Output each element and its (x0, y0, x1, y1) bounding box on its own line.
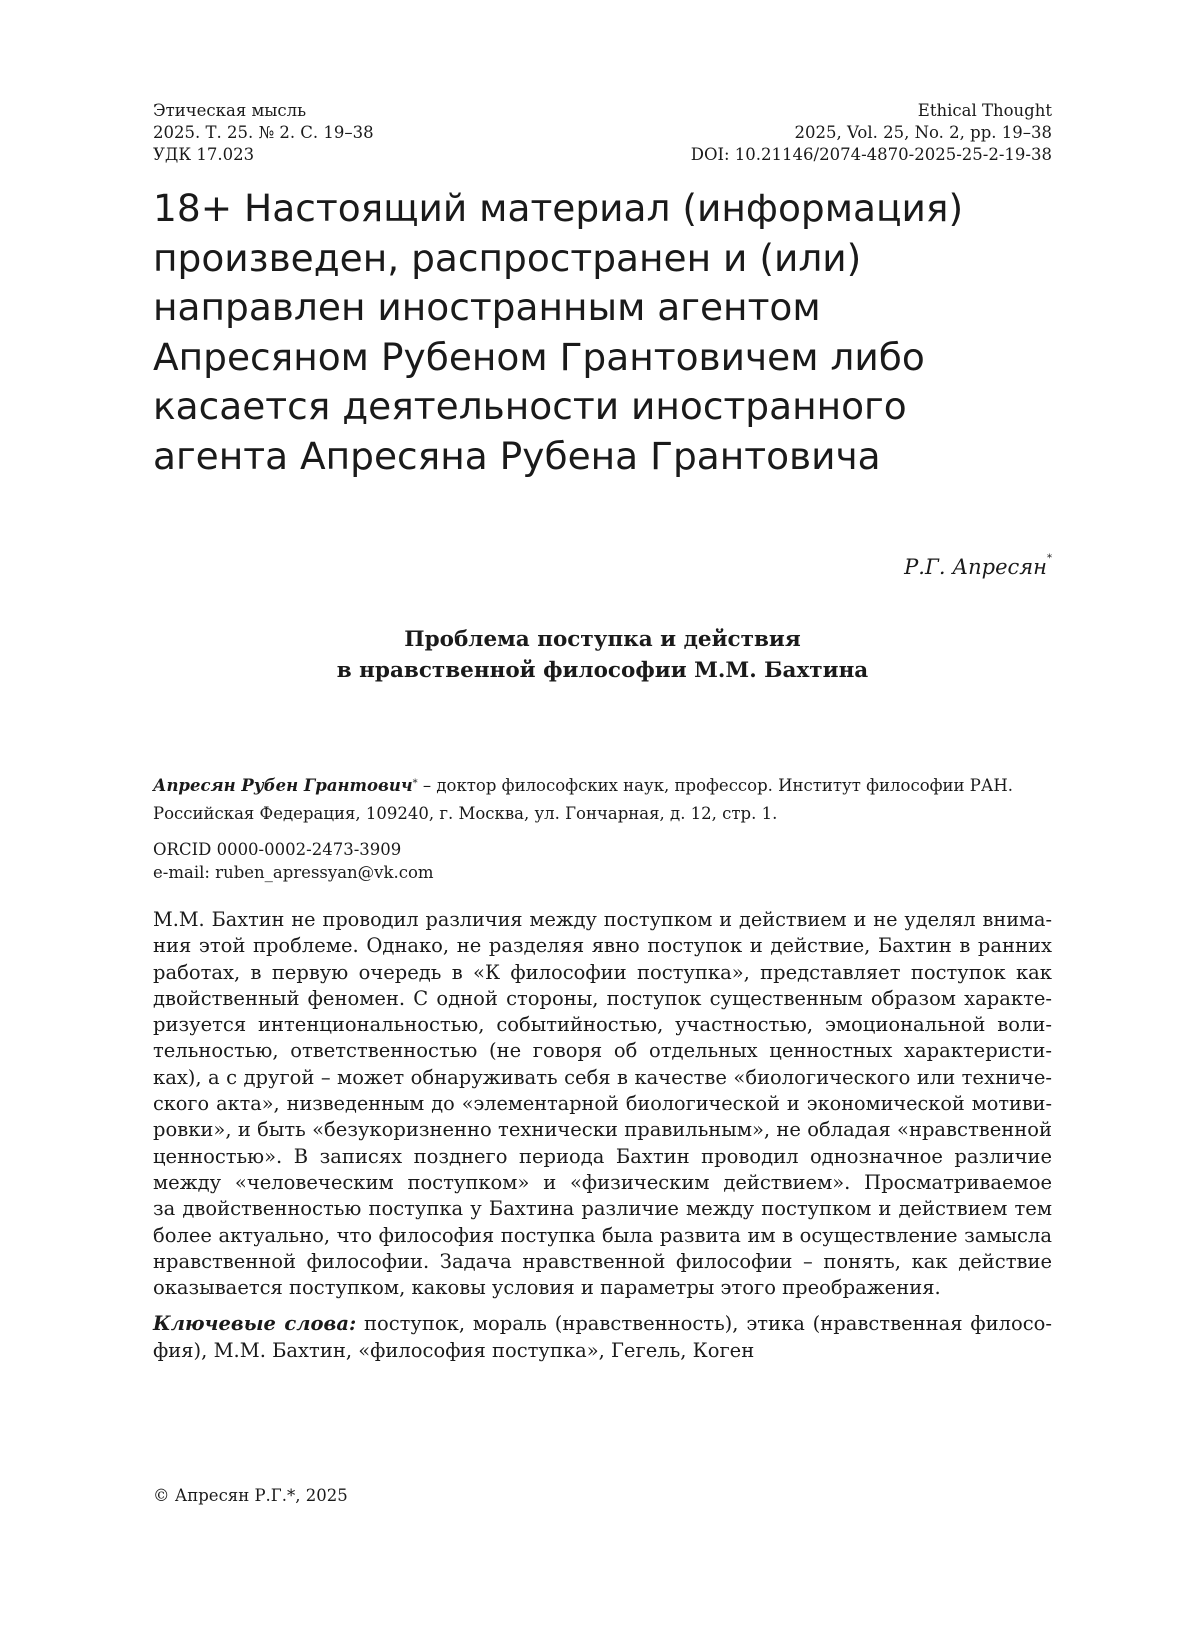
journal-name-ru: Этическая мысль (153, 101, 307, 120)
affiliation-line (153, 772, 1052, 800)
keywords-line (153, 1311, 1052, 1337)
abstract-line: ризуется интенциональностью, событийностью, участностью, эмоциональной воли- (153, 1013, 1052, 1037)
notice-line: 18+ Настоящий материал (информация) (153, 186, 964, 230)
abstract-line: тельностью, ответственностью (не говоря об отдельных ценностных характеристи- (153, 1039, 1052, 1063)
abstract-line: оказывается поступком, каковы условия и параметры этого преображения. (153, 1276, 941, 1300)
keywords-text: поступок, мораль (нравственность), этика (нравственная филосо- (356, 1312, 1052, 1336)
author-byline (153, 555, 1052, 579)
foreign-agent-notice (153, 184, 1052, 481)
abstract-line: между «человеческим поступком» и «физическим действием». Просматриваемое (153, 1170, 1052, 1194)
article-first-page (153, 100, 1052, 1364)
keywords-label: Ключевые слова: (153, 1312, 357, 1336)
title-line: в нравственной философии М.М. Бахтина (336, 658, 869, 683)
notice-line: произведен, распространен и (или) (153, 235, 862, 280)
header-left (153, 100, 374, 166)
issue-info-en: 2025, Vol. 25, No. 2, pp. 19–38 (794, 123, 1052, 142)
author-affiliation (153, 772, 1052, 828)
email: e-mail: ruben_apressyan@vk.com (153, 863, 434, 882)
copyright: © Апресян Р.Г.*, 2025 (153, 1486, 348, 1505)
keywords (153, 1311, 1052, 1364)
affiliation-text: – доктор философских наук, профессор. Институт философии РАН. (417, 776, 1014, 795)
udk-code: УДК 17.023 (153, 145, 255, 164)
author-short-name: Р.Г. Апресян (904, 555, 1047, 579)
abstract-line: двойственный феномен. С одной стороны, поступок существенным образом характе- (153, 986, 1052, 1010)
affiliation-footnote-mark: * (412, 778, 418, 789)
keywords-line: фия), М.М. Бахтин, «философия поступка», Гегель, Коген (153, 1338, 755, 1362)
article-title (153, 624, 1052, 686)
abstract-line: М.М. Бахтин не проводил различия между поступком и действием и не уделял внима- (153, 908, 1052, 931)
notice-line: касается деятельности иностранного (153, 384, 907, 428)
notice-line: агента Апресяна Рубена Грантовича (153, 433, 881, 478)
doi: DOI: 10.21146/2074-4870-2025-25-2-19-38 (690, 145, 1052, 164)
abstract-line: более актуально, что философия поступка была развита им в осуществление замысла (153, 1223, 1052, 1247)
orcid: ORCID 0000-0002-2473-3909 (153, 840, 402, 859)
author-full-name: Апресян Рубен Грантович (153, 776, 413, 795)
abstract-line: ках), а с другой – может обнаруживать себя в качестве «биологического или техниче- (153, 1065, 1052, 1089)
journal-name-en: Ethical Thought (917, 101, 1052, 120)
abstract-line: за двойственностью поступка у Бахтина различие между поступком и действием тем (153, 1197, 1052, 1221)
issue-info-ru: 2025. Т. 25. № 2. С. 19–38 (153, 123, 374, 142)
abstract-line: ния этой проблеме. Однако, не разделяя явно поступок и действие, Бахтин в ранних (153, 934, 1052, 958)
title-line: Проблема поступка и действия (404, 627, 801, 652)
journal-header (153, 100, 1052, 166)
abstract-line: нравственной философии. Задача нравственной философии – понять, как действие (153, 1249, 1052, 1273)
abstract-line: ценностью». В записях позднего периода Бахтин проводил однозначное различие (153, 1144, 1052, 1168)
abstract-line: ского акта», низведенным до «элементарной биологической и экономической мотиви- (153, 1092, 1052, 1116)
abstract (153, 907, 1052, 1301)
author-footnote-mark: * (1047, 553, 1052, 564)
header-right (691, 100, 1052, 166)
affiliation-address: Российская Федерация, 109240, г. Москва, ул. Гончарная, д. 12, стр. 1. (153, 804, 778, 823)
notice-line: направлен иностранным агентом (153, 285, 821, 329)
abstract-line: ровки», и быть «безукоризненно технически правильным», не обладая «нравственной (153, 1118, 1052, 1142)
notice-line: Апресяном Рубеном Грантовичем либо (153, 334, 925, 379)
abstract-line: работах, в первую очередь в «К философии поступка», представляет поступок как (153, 960, 1052, 984)
author-contacts (153, 838, 1052, 884)
